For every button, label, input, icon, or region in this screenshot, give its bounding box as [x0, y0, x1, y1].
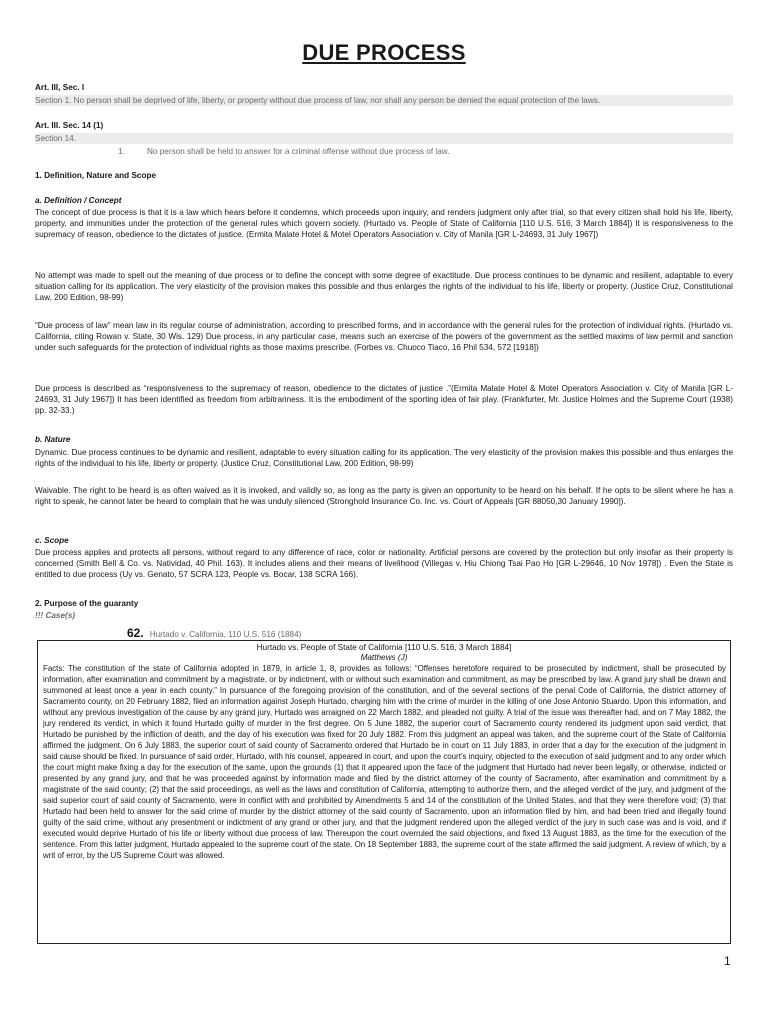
case-number: 62. — [127, 626, 144, 640]
section1-heading: 1. Definition, Nature and Scope — [35, 171, 157, 180]
cases-label: !!! Case(s) — [35, 611, 76, 620]
case-digest-author: Matthews (J) — [360, 653, 408, 662]
page-number: 1 — [724, 954, 731, 968]
list-number: 1. — [118, 147, 125, 156]
paragraph: The concept of due process is that it is a law which hears before it condemns, which proceeds upon inquiry, and renders judgment only after trial, so that every citizen shall hold his life, liberty, property, and immunities under the protection of the general rules which govern society. (Hurtado vs. People of State of California [110 U.S. 516, 3 March 1884]) It is responsiveness to the supremacy of reason, obedience to the dictates of justice. (Ermita Malate Hotel & Motel Operators Association v. City of Manila [GR L-24693, 31 July 1967]) — [35, 208, 733, 239]
art3-sec14-heading: Art. III. Sec. 14 (1) — [35, 121, 104, 130]
case-digest-body: Facts: The constitution of the state of California adopted in 1879, in article 1, 8, provides as follows: “Offenses heretofore required to be prosecuted by indictment, shall be prosecuted by information, after examination and commitment by a magistrate, or by indictment, with or without such examination and commitment, as may be prescribed by law. A grand jury shall be drawn and summoned at least once a year in each county.” In pursuance of the foregoing provision of the constitution, and of the several sections of the penal Code of California, the district attorney of Sacramento county, on 20 February 1882, filed an information against Joseph Hurtado, charging him with the crime of murder in the killing of one Jose Antonio Stuardo. Upon this information, and without any previous investigation of the cause by any grand jury, Hurtado was arraigned on 22 March 1882, and pleaded not guilty. A trial of the issue was thereafter had, and on 7 May 1882, the jury rendered its verdict, in which it found Hurtado guilty of murder in the first degree. On 5 June 1882, the superior court of Sacramento county rendered its judgment upon said verdict, that Hurtado be punished by the infliction of death, and the day of his execution was fixed for 20 July 1882. From this judgment an appeal was taken, and the supreme court of the State of California affirmed the judgment. On 6 July 1883, the superior court of said county of Sacramento ordered that Hurtado be in court on 11 July 1883, in order that a day for the execution of the judgment in said cause should be fixed. In pursuance of said order, Hurtado, with his counsel, appeared in court, and upon the court’s inquiry, objected to the execution of said judgment and to any order which the court might make fixing a day for the execution of the same, upon the grounds (1) that it appeared upon the face of the judgment that Hurtado had never been legally, or otherwise, indicted or presented by any grand jury, and that he was proceeded against by information made and filed by the district attorney of the county of Sacramento, after examination and commitment by a magistrate of the said county; (2) that the said proceedings, as well as the laws and constitution of California, attempting to authorize them, and the alleged verdict of the jury, and judgment of the said superior court of said county of Sacramento, were in conflict with and prohibited by Amendments 5 and 14 of the constitution of the United States, and that they were therefore void; (3) that Hurtado had been held to answer for the said crime of murder by the district attorney of the said county of Sacramento, upon an information filed by him, and had been tried and illegally found guilty of the said crime, without any presentment or indictment of any grand or other jury, and that the judgment rendered upon the alleged verdict of the jury in such case was and is void, and if executed would deprive Hurtado of his life or liberty without due process of law. Thereupon the court overruled the said objections, and fixed 13 August 1883, as the time for the execution of the sentence. From this latter judgment, Hurtado appealed to the supreme court of the state. On 18 September 1883, the supreme court of the state affirmed the said judgment. A review of which, by a writ of error, by the US Supreme Court was allowed. — [43, 664, 726, 860]
section2-heading: 2. Purpose of the guaranty — [35, 599, 139, 608]
paragraph: “Due process of law” mean law in its regular course of administration, according to prescribed forms, and in accordance with the general rules for the protection of individual rights. (Hurtado vs. California, citing Rowan v. State, 30 Wis. 129) Due process, in any particular case, means such an exercise of the powers of the government as the settled maxims of law permit and sanction under such safeguards for the protection of individual rights as those maxims prescribe. (Forbes vs. Chuoco Tiaco, 16 Phil 534, 572 [1918]) — [35, 321, 733, 352]
page-title: DUE PROCESS — [302, 40, 466, 65]
paragraph: No attempt was made to spell out the meaning of due process or to define the concept with some degree of exactitude. Due process continues to be dynamic and resilient, adaptable to every situation calling for its application. The very elasticity of the provision makes this possible and thus enlarges the rights of the individual to his life, liberty or property. (Justice Cruz, Constitutional Law, 200 Edition, 98-99) — [35, 271, 733, 302]
art3-sec1-heading: Art. III, Sec. I — [35, 83, 85, 92]
list-item-text: No person shall be held to answer for a criminal offense without due process of law. — [147, 147, 450, 156]
subsection-b-heading: b. Nature — [35, 435, 71, 444]
case-digest-title: Hurtado vs. People of State of California [110 U.S. 516, 3 March 1884] — [256, 643, 512, 652]
subsection-c-heading: c. Scope — [35, 536, 69, 545]
subsection-a-heading: a. Definition / Concept — [35, 196, 122, 205]
paragraph: Due process applies and protects all persons, without regard to any difference of race, color or nationality. Artificial persons are covered by the protection but only insofar as their property is concerned (Smith Bell & Co. vs. Natividad, 40 Phil. 163). It includes aliens and their means of livelihood (Villegas v. Hiu Chiong Tsai Pao Ho [GR L-29646, 10 Nov 1978]) . Even the State is entitled to due process (Uy vs. Genato, 57 SCRA 123, People vs. Bocar, 138 SCRA 166). — [35, 548, 733, 579]
art3-sec14-subheading: Section 14. — [35, 133, 733, 144]
paragraph: Dynamic. Due process continues to be dynamic and resilient, adaptable to every situation calling for its application. The very elasticity of the provision makes this possible and thus enlarges the rights of the individual to his life, liberty or property. (Justice Cruz, Constitutional Law, 200 Edition, 98-99) — [35, 448, 733, 468]
paragraph: Waivable. The right to be heard is as often waived as it is invoked, and validly so, as long as the party is given an opportunity to be heard on his behalf. If he opts to be silent where he has a right to speak, he cannot later be heard to complain that he was unduly silenced (Stronghold Insurance Co. Inc. vs. Court of Appeals [GR 88050,30 January 1990]). — [35, 486, 733, 506]
case-digest-box — [37, 640, 731, 944]
case-citation: Hurtado v. California, 110 U.S. 516 (1884) — [149, 630, 302, 639]
paragraph: Due process is described as “responsiveness to the supremacy of reason, obedience to the dictates of justice .”(Ermita Malate Hotel & Motel Operators Association v. City of Manila [GR L-24693, 31 July 1967]) It has been identified as freedom from arbitrariness. It is the embodiment of the sporting idea of fair play. (Frankfurter, Mr. Justice Holmes and the Supreme Court (1938) pp. 32-33.) — [35, 384, 733, 415]
art3-sec1-text: Section 1. No person shall be deprived of life, liberty, or property without due process of law, nor shall any person be denied the equal protection of the laws. — [35, 95, 733, 106]
art3-sec14-item — [35, 146, 733, 157]
